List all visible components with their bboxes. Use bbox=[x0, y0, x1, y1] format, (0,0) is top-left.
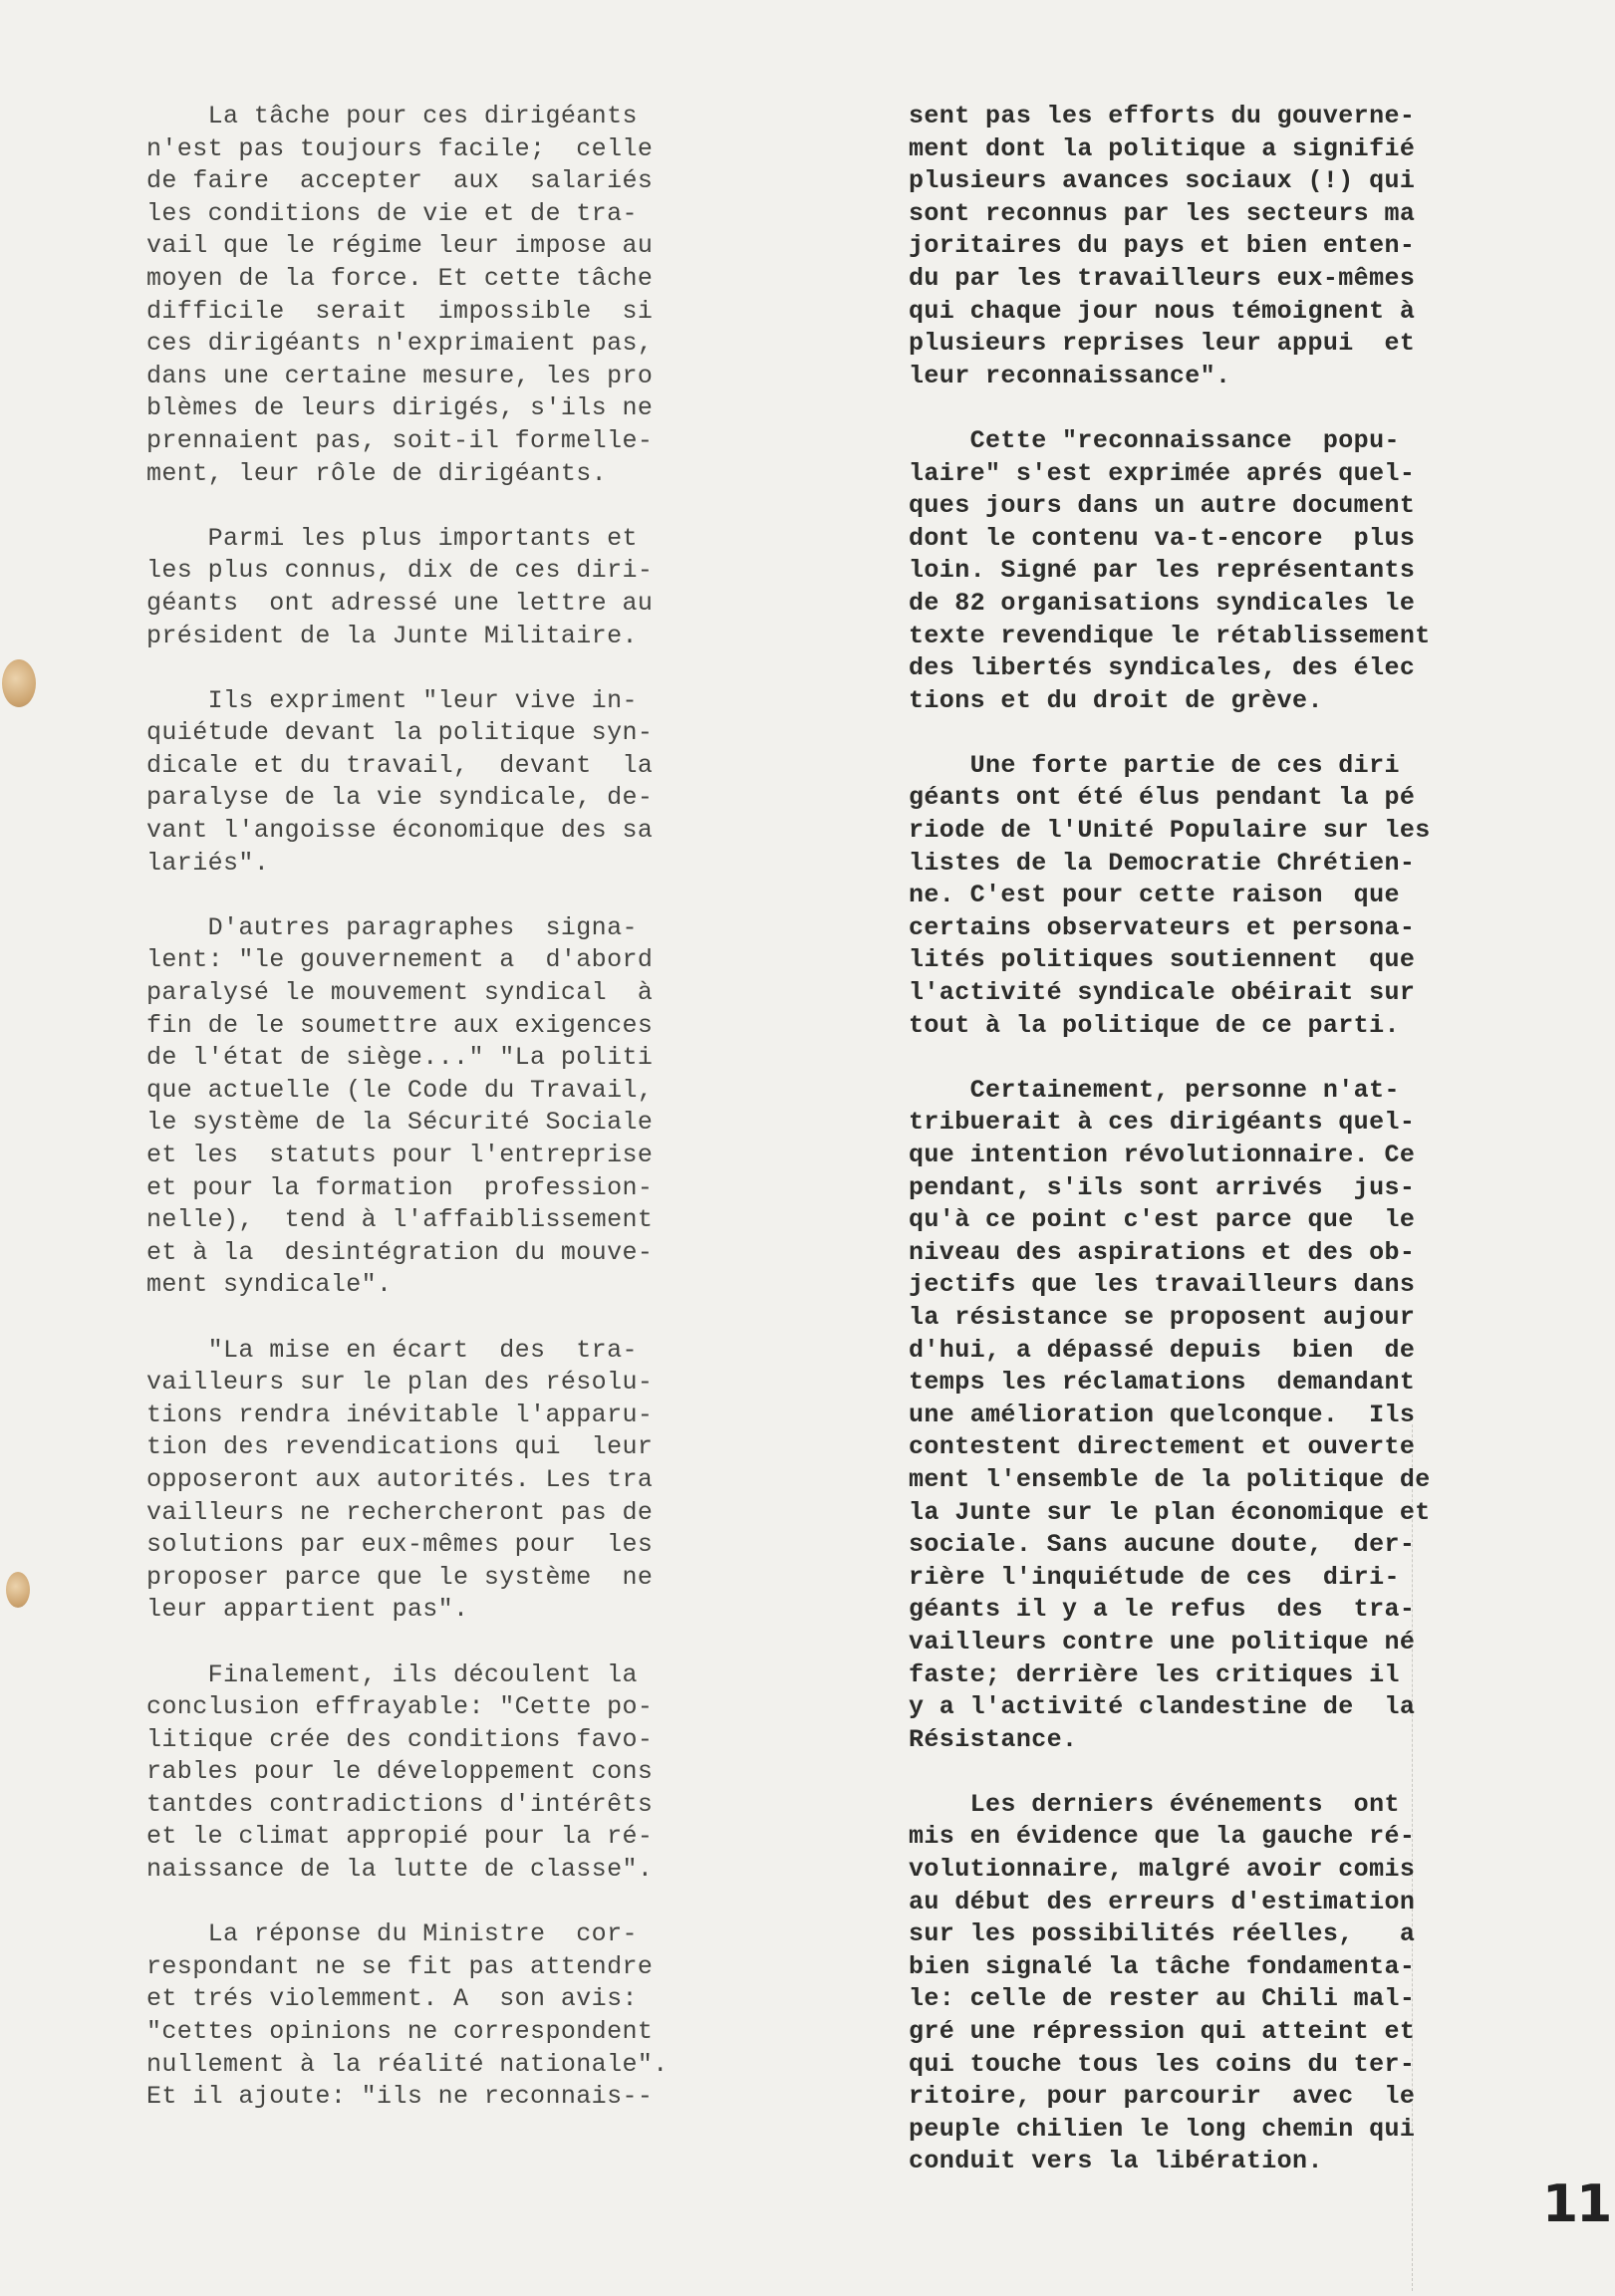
text-line: plusieurs avances sociaux (!) qui bbox=[909, 166, 1416, 196]
text-line: nelle), tend à l'affaiblissement bbox=[146, 1205, 654, 1235]
text-line: tion des revendications qui leur bbox=[146, 1432, 654, 1462]
text-line: le: celle de rester au Chili mal- bbox=[909, 1984, 1416, 2014]
text-line: solutions par eux-mêmes pour les bbox=[146, 1530, 654, 1560]
text-line: jectifs que les travailleurs dans bbox=[909, 1270, 1416, 1300]
paragraph-gap bbox=[909, 1042, 1477, 1075]
text-line: plusieurs reprises leur appui et bbox=[909, 329, 1416, 359]
text-line: et à la desintégration du mouve- bbox=[146, 1237, 654, 1267]
page-number: 11 bbox=[1542, 2174, 1611, 2234]
text-line: temps les réclamations demandant bbox=[909, 1368, 1416, 1398]
text-line: au début des erreurs d'estimation bbox=[909, 1887, 1416, 1916]
text-line: prennaient pas, soit-il formelle- bbox=[146, 425, 654, 455]
paragraph-gap bbox=[146, 1627, 704, 1659]
text-line: certains observateurs et persona- bbox=[909, 912, 1416, 942]
text-line: du par les travailleurs eux-mêmes bbox=[909, 263, 1416, 293]
text-line: gré une répression qui atteint et bbox=[909, 2017, 1416, 2047]
text-line: les conditions de vie et de tra- bbox=[146, 198, 638, 228]
text-line: Cette "reconnaissance popu- bbox=[909, 425, 1400, 455]
text-line: respondant ne se fit pas attendre bbox=[146, 1951, 654, 1981]
text-line: des libertés syndicales, des élec bbox=[909, 653, 1416, 683]
text-line: la Junte sur le plan économique et bbox=[909, 1497, 1431, 1527]
text-line: et pour la formation profession- bbox=[146, 1172, 654, 1202]
text-line: Résistance. bbox=[909, 1724, 1078, 1754]
text-line: Finalement, ils découlent la bbox=[146, 1659, 638, 1689]
text-line: lités politiques soutiennent que bbox=[909, 945, 1416, 975]
text-line: rière l'inquiétude de ces diri- bbox=[909, 1562, 1400, 1592]
paragraph bbox=[146, 101, 704, 490]
text-line: opposeront aux autorités. Les tra bbox=[146, 1464, 654, 1494]
text-line: D'autres paragraphes signa- bbox=[146, 912, 638, 942]
text-line: Ils expriment "leur vive in- bbox=[146, 685, 638, 715]
text-line: vant l'angoisse économique des sa bbox=[146, 816, 654, 846]
text-line: tions et du droit de grève. bbox=[909, 685, 1323, 715]
text-line: peuple chilien le long chemin qui bbox=[909, 2114, 1416, 2144]
text-line: Et il ajoute: "ils ne reconnais-- bbox=[146, 2082, 654, 2112]
text-line: texte revendique le rétablissement bbox=[909, 621, 1431, 650]
text-line: n'est pas toujours facile; celle bbox=[146, 133, 654, 163]
text-line: niveau des aspirations et des ob- bbox=[909, 1237, 1416, 1267]
text-line: rables pour le développement cons bbox=[146, 1757, 654, 1787]
text-line: volutionnaire, malgré avoir comis bbox=[909, 1855, 1416, 1885]
text-line: joritaires du pays et bien enten- bbox=[909, 231, 1416, 261]
text-line: sont reconnus par les secteurs ma bbox=[909, 198, 1416, 228]
paragraph bbox=[146, 1659, 704, 1887]
text-line: qui touche tous les coins du ter- bbox=[909, 2049, 1416, 2079]
text-line: et les statuts pour l'entreprise bbox=[146, 1141, 654, 1169]
text-line: fin de le soumettre aux exigences bbox=[146, 1010, 654, 1040]
text-line: ment l'ensemble de la politique de bbox=[909, 1464, 1431, 1494]
text-line: qui chaque jour nous témoignent à bbox=[909, 296, 1416, 326]
text-line: faste; derrière les critiques il bbox=[909, 1659, 1400, 1689]
text-line: ment dont la politique a signifié bbox=[909, 133, 1416, 163]
text-line: de 82 organisations syndicales le bbox=[909, 588, 1416, 618]
paragraph-gap bbox=[146, 1302, 704, 1335]
text-line: dicale et du travail, devant la bbox=[146, 750, 654, 780]
text-line: Les derniers événements ont bbox=[909, 1789, 1400, 1819]
paragraph bbox=[146, 912, 704, 1302]
paragraph-gap bbox=[146, 490, 704, 523]
text-line: sociale. Sans aucune doute, der- bbox=[909, 1530, 1416, 1560]
paragraph bbox=[909, 1075, 1477, 1756]
text-line: litique crée des conditions favo- bbox=[146, 1724, 654, 1754]
punch-hole-mark bbox=[2, 659, 36, 707]
text-line: lent: "le gouvernement a d'abord bbox=[146, 945, 654, 975]
text-line: Certainement, personne n'at- bbox=[909, 1075, 1400, 1105]
text-line: leur appartient pas". bbox=[146, 1595, 469, 1625]
text-line: quiétude devant la politique syn- bbox=[146, 718, 654, 748]
text-line: et trés violemment. A son avis: bbox=[146, 1984, 638, 2014]
text-line: ces dirigéants n'exprimaient pas, bbox=[146, 329, 654, 359]
text-line: dans une certaine mesure, les pro bbox=[146, 361, 654, 390]
text-line: que actuelle (le Code du Travail, bbox=[146, 1075, 654, 1105]
text-line: conclusion effrayable: "Cette po- bbox=[146, 1692, 654, 1722]
text-line: loin. Signé par les représentants bbox=[909, 556, 1416, 586]
text-line: ment syndicale". bbox=[146, 1270, 393, 1300]
paragraph-gap bbox=[909, 392, 1477, 425]
text-line: tout à la politique de ce parti. bbox=[909, 1010, 1400, 1040]
text-line: tribuerait à ces dirigéants quel- bbox=[909, 1108, 1416, 1138]
paragraph-gap bbox=[909, 1756, 1477, 1789]
text-line: tions rendra inévitable l'apparu- bbox=[146, 1400, 654, 1429]
text-line: laire" s'est exprimée aprés quel- bbox=[909, 458, 1416, 488]
paragraph bbox=[146, 1918, 704, 2114]
text-line: l'activité syndicale obéirait sur bbox=[909, 978, 1416, 1008]
text-line: de l'état de siège..." "La politi bbox=[146, 1043, 654, 1073]
text-line: président de la Junte Militaire. bbox=[146, 621, 638, 650]
right-text-column bbox=[909, 101, 1477, 2178]
text-line: la résistance se proposent aujour bbox=[909, 1302, 1416, 1332]
paragraph bbox=[909, 1789, 1477, 2178]
text-line: "cettes opinions ne correspondent bbox=[146, 2017, 654, 2047]
text-line: La tâche pour ces dirigéants bbox=[146, 102, 638, 130]
text-line: les plus connus, dix de ces diri- bbox=[146, 556, 654, 586]
paragraph bbox=[146, 685, 704, 881]
text-line: une amélioration quelconque. Ils bbox=[909, 1400, 1416, 1429]
text-line: bien signalé la tâche fondamenta- bbox=[909, 1951, 1416, 1981]
paragraph bbox=[146, 523, 704, 652]
paragraph-gap bbox=[146, 880, 704, 912]
text-line: de faire accepter aux salariés bbox=[146, 166, 654, 196]
text-line: conduit vers la libération. bbox=[909, 2147, 1323, 2176]
left-text-column bbox=[146, 101, 704, 2114]
text-line: Parmi les plus importants et bbox=[146, 523, 638, 553]
text-line: dont le contenu va-t-encore plus bbox=[909, 523, 1416, 553]
text-line: ques jours dans un autre document bbox=[909, 491, 1416, 521]
text-line: pendant, s'ils sont arrivés jus- bbox=[909, 1172, 1416, 1202]
text-line: naissance de la lutte de classe". bbox=[146, 1855, 654, 1885]
text-line: leur reconnaissance". bbox=[909, 361, 1231, 390]
text-line: géants ont adressé une lettre au bbox=[146, 588, 654, 618]
text-line: moyen de la force. Et cette tâche bbox=[146, 263, 654, 293]
text-line: qu'à ce point c'est parce que le bbox=[909, 1205, 1416, 1235]
text-line: vailleurs contre une politique né bbox=[909, 1627, 1416, 1657]
text-line: et le climat appropié pour la ré- bbox=[146, 1822, 654, 1852]
text-line: "La mise en écart des tra- bbox=[146, 1335, 638, 1365]
text-line: y a l'activité clandestine de la bbox=[909, 1692, 1416, 1722]
text-line: La réponse du Ministre cor- bbox=[146, 1919, 638, 1949]
paragraph bbox=[909, 750, 1477, 1042]
text-line: vailleurs ne rechercheront pas de bbox=[146, 1497, 654, 1527]
text-line: riode de l'Unité Populaire sur les bbox=[909, 816, 1431, 846]
text-line: tantdes contradictions d'intérêts bbox=[146, 1789, 654, 1819]
text-line: ment, leur rôle de dirigéants. bbox=[146, 458, 608, 488]
text-line: proposer parce que le système ne bbox=[146, 1562, 654, 1592]
text-line: ne. C'est pour cette raison que bbox=[909, 881, 1400, 910]
paragraph-gap bbox=[146, 652, 704, 685]
text-line: paralyse de la vie syndicale, de- bbox=[146, 783, 654, 813]
text-line: Une forte partie de ces diri bbox=[909, 750, 1400, 780]
text-line: contestent directement et ouverte bbox=[909, 1432, 1416, 1462]
text-line: blèmes de leurs dirigés, s'ils ne bbox=[146, 393, 654, 423]
punch-hole-mark bbox=[6, 1572, 30, 1608]
text-line: d'hui, a dépassé depuis bien de bbox=[909, 1335, 1416, 1365]
text-line: vail que le régime leur impose au bbox=[146, 231, 654, 261]
text-line: difficile serait impossible si bbox=[146, 296, 654, 326]
text-line: ritoire, pour parcourir avec le bbox=[909, 2082, 1416, 2112]
text-line: vailleurs sur le plan des résolu- bbox=[146, 1368, 654, 1398]
text-line: listes de la Democratie Chrétien- bbox=[909, 848, 1416, 878]
paragraph-gap bbox=[146, 1887, 704, 1919]
paragraph bbox=[146, 1335, 704, 1627]
text-line: géants il y a le refus des tra- bbox=[909, 1595, 1416, 1625]
text-line: paralysé le mouvement syndical à bbox=[146, 978, 654, 1008]
paragraph-gap bbox=[909, 717, 1477, 750]
text-line: lariés". bbox=[146, 848, 270, 878]
text-line: nullement à la réalité nationale". bbox=[146, 2049, 669, 2079]
text-line: géants ont été élus pendant la pé bbox=[909, 783, 1416, 813]
text-line: que intention révolutionnaire. Ce bbox=[909, 1141, 1416, 1169]
text-line: sent pas les efforts du gouverne- bbox=[909, 102, 1416, 130]
paragraph bbox=[909, 425, 1477, 717]
paragraph bbox=[909, 101, 1477, 392]
text-line: le système de la Sécurité Sociale bbox=[146, 1108, 654, 1138]
text-line: mis en évidence que la gauche ré- bbox=[909, 1822, 1416, 1852]
text-line: sur les possibilités réelles, a bbox=[909, 1919, 1416, 1949]
